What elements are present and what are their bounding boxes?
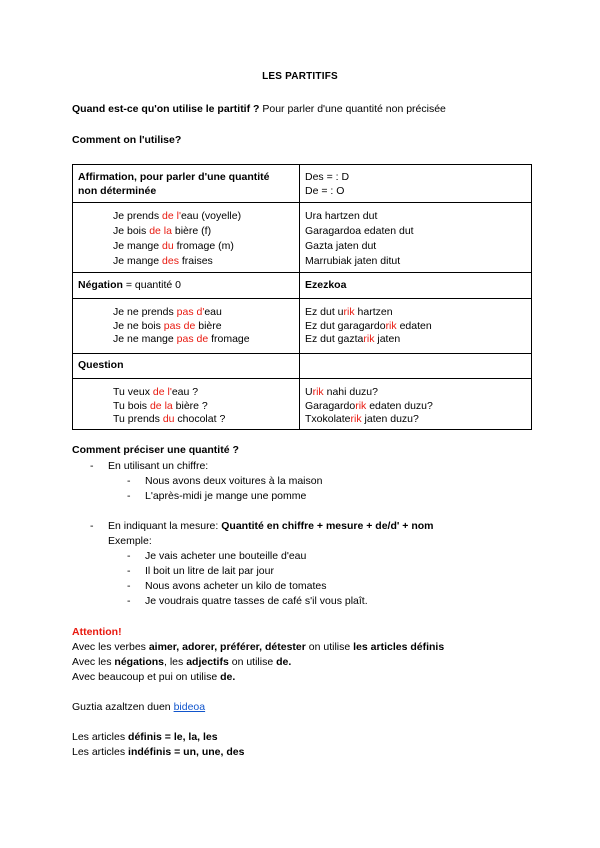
question-partitive-answer: Pour parler d'une quantité non précisée <box>259 103 446 115</box>
page-title: LES PARTITIFS <box>262 71 338 82</box>
red-partitive-text: pas d' <box>176 306 205 318</box>
header-affirmation-line: non déterminée <box>78 184 157 197</box>
sub-dash: - <box>127 595 131 607</box>
video-text: Guztia azaltzen duen <box>72 701 174 713</box>
question-eu-line-text: U <box>305 386 313 398</box>
affirmation-fr-line <box>113 224 241 239</box>
red-partitive-text: rik <box>363 333 375 345</box>
video-line <box>72 701 205 713</box>
negation-fr-line-text: Je ne prends <box>113 306 177 318</box>
affirmation-examples-fr <box>113 209 241 269</box>
question-fr-line-text: Tu prends <box>113 413 163 425</box>
bold-text: les articles définis <box>353 641 445 653</box>
attention-line <box>72 671 235 683</box>
affirmation-fr-line-text: eau (voyelle) <box>180 210 242 222</box>
table-column-divider <box>299 165 300 429</box>
red-partitive-text: rik <box>343 306 355 318</box>
bold-text: indéfinis = un, une, des <box>128 746 245 758</box>
attention-label: Attention! <box>72 626 122 638</box>
affirmation-fr-line <box>113 254 241 269</box>
question-how-to-use: Comment on l'utilise? <box>72 134 182 146</box>
negation-fr-line-text: bière <box>195 319 222 332</box>
red-partitive-text: de la <box>149 225 172 237</box>
header-affirmation-line: Affirmation, pour parler d'une quantité <box>78 171 270 183</box>
red-partitive-text: des <box>162 255 179 267</box>
table-row-divider <box>73 353 531 354</box>
affirmation-fr-line-text: Je prends <box>113 210 163 222</box>
bold-text: de. <box>276 656 292 668</box>
question-fr-line-text: bière ? <box>172 399 208 412</box>
question-eu-line <box>305 400 433 414</box>
header-translation-line: De = : O <box>305 184 345 197</box>
affirmation-fr-line <box>113 209 241 224</box>
red-partitive-text: pas de <box>176 333 209 345</box>
sub-dash: - <box>127 490 131 502</box>
question-fr-line-text: chocolat ? <box>174 413 226 425</box>
attention-text: Avec les <box>72 656 115 668</box>
red-partitive-text: rik <box>355 399 367 412</box>
question-fr-line-text: Tu bois <box>113 399 150 412</box>
question-eu-line <box>305 413 433 427</box>
red-partitive-text: de l' <box>152 386 172 398</box>
question-eu-line-text: Txokolate <box>305 413 351 425</box>
header-translation-cell <box>305 171 349 198</box>
affirmation-fr-line-text: bière (f) <box>171 225 212 237</box>
negation-eu-line-text: hartzen <box>354 306 393 318</box>
question-fr-line <box>113 386 225 400</box>
table-row-divider <box>73 298 531 299</box>
bold-text: négations <box>114 656 165 668</box>
affirmation-fr-line-text: Je mange <box>113 240 163 252</box>
question-header-cell: Question <box>78 359 124 371</box>
question-eu-line-text: edaten duzu? <box>366 399 433 412</box>
bold-text: définis = le, la, les <box>128 731 218 743</box>
red-partitive-text: du <box>162 413 175 425</box>
question-eu-line-text: Garagardo <box>305 399 356 412</box>
affirmation-eu-line: Marrubiak jaten ditut <box>305 255 401 267</box>
question-partitive-label: Quand est-ce qu'on utilise le partitif ? <box>72 103 260 115</box>
mesure-formula: Quantité en chiffre + mesure + de/d' + nom <box>221 520 434 532</box>
sub-dash: - <box>127 475 131 487</box>
negation-eu-line <box>305 306 432 320</box>
sub-dash: - <box>127 550 131 562</box>
negation-fr-line <box>113 306 250 320</box>
question-examples-eu <box>305 386 433 427</box>
negation-examples-eu <box>305 306 432 347</box>
negation-header-note: = quantité 0 <box>122 279 182 291</box>
question-eu-line-text: nahi duzu? <box>323 386 378 398</box>
question-fr-line-text: eau ? <box>171 386 199 398</box>
red-partitive-text: du <box>162 240 174 252</box>
header-affirmation-cell <box>78 171 270 198</box>
list-item-chiffre: En utilisant un chiffre: <box>108 460 209 472</box>
negation-fr-line-text: eau <box>204 306 222 318</box>
negation-eu-line-text: Ez dut garagardo <box>305 319 386 332</box>
negation-header-label: Négation <box>78 279 123 291</box>
red-partitive-text: de l' <box>162 210 181 222</box>
question-eu-line-text: jaten duzu? <box>361 413 419 425</box>
red-partitive-text: pas de <box>163 319 196 332</box>
sub-list-item: Je vais acheter une bouteille d'eau <box>145 550 307 562</box>
affirmation-fr-line-text: fromage (m) <box>173 240 234 252</box>
negation-header-eu: Ezezkoa <box>305 279 347 291</box>
negation-eu-line <box>305 333 432 347</box>
bold-text: de. <box>220 671 236 683</box>
sub-list-item: Je voudrais quatre tasses de café s'il vous plaît. <box>145 595 368 607</box>
negation-eu-line-text: jaten <box>374 333 401 345</box>
articles-text: Les articles <box>72 746 129 758</box>
attention-text: Avec les verbes <box>72 641 149 653</box>
list-dash: - <box>90 460 94 472</box>
negation-fr-line-text: Je ne bois <box>113 319 164 332</box>
example-label: Exemple: <box>108 535 152 547</box>
negation-eu-line-text: Ez dut u <box>305 306 344 318</box>
bold-text: aimer, adorer, préférer, détester <box>148 641 306 653</box>
affirmation-eu-line: Ura hartzen dut <box>305 210 378 222</box>
table-row-divider <box>73 272 531 273</box>
affirmation-fr-line-text: fraises <box>178 255 213 267</box>
attention-line <box>72 656 291 668</box>
partitive-table <box>72 164 532 430</box>
sub-list-item: Il boit un litre de lait par jour <box>145 565 274 577</box>
affirmation-examples-eu <box>305 209 414 269</box>
affirmation-eu-line: Gazta jaten dut <box>305 240 377 252</box>
negation-fr-line <box>113 320 250 334</box>
negation-eu-line-text: edaten <box>396 319 432 332</box>
negation-fr-line <box>113 333 250 347</box>
articles-text: Les articles <box>72 731 129 743</box>
sub-dash: - <box>127 580 131 592</box>
mesure-prefix: En indiquant la mesure: <box>108 520 222 532</box>
negation-eu-line <box>305 320 432 334</box>
articles-indefinis-line <box>72 746 244 758</box>
bold-text: adjectifs <box>186 656 229 668</box>
attention-text: , les <box>164 656 187 668</box>
attention-text: on utilise <box>305 641 354 653</box>
table-row-divider <box>73 378 531 379</box>
affirmation-fr-line-text: Je mange <box>113 255 163 267</box>
articles-definis-line <box>72 731 218 743</box>
affirmation-fr-line-text: Je bois <box>113 225 150 237</box>
red-partitive-text: rik <box>312 386 324 398</box>
sub-list-item: Nous avons deux voitures à la maison <box>145 475 323 487</box>
list-dash: - <box>90 520 94 532</box>
question-eu-line <box>305 386 433 400</box>
affirmation-eu-line: Garagardoa edaten dut <box>305 225 414 237</box>
negation-header-cell <box>78 279 181 293</box>
question-fr-line-text: Tu veux <box>113 386 153 398</box>
negation-eu-line-text: Ez dut gazta <box>305 333 364 345</box>
list-item-mesure <box>108 520 434 532</box>
table-row-divider <box>73 202 531 203</box>
video-link[interactable]: bideoa <box>173 701 206 713</box>
header-translation-line: Des = : D <box>305 171 350 183</box>
red-partitive-text: rik <box>350 413 362 425</box>
red-partitive-text: rik <box>385 319 397 332</box>
attention-line <box>72 641 444 653</box>
question-examples-fr <box>113 386 225 427</box>
negation-examples-fr <box>113 306 250 347</box>
negation-fr-line-text: fromage <box>208 333 250 345</box>
sub-list-item: Nous avons acheter un kilo de tomates <box>145 580 327 592</box>
red-partitive-text: de la <box>149 399 173 412</box>
question-partitive-usage <box>72 103 446 115</box>
question-fr-line <box>113 400 225 414</box>
attention-text: Avec beaucoup et pui on utilise <box>72 671 221 683</box>
sub-list-item: L'après-midi je mange une pomme <box>145 490 307 502</box>
sub-dash: - <box>127 565 131 577</box>
negation-fr-line-text: Je ne mange <box>113 333 177 345</box>
affirmation-fr-line <box>113 239 241 254</box>
attention-text: on utilise <box>228 656 277 668</box>
quantity-heading: Comment préciser une quantité ? <box>72 444 239 456</box>
question-fr-line <box>113 413 225 427</box>
